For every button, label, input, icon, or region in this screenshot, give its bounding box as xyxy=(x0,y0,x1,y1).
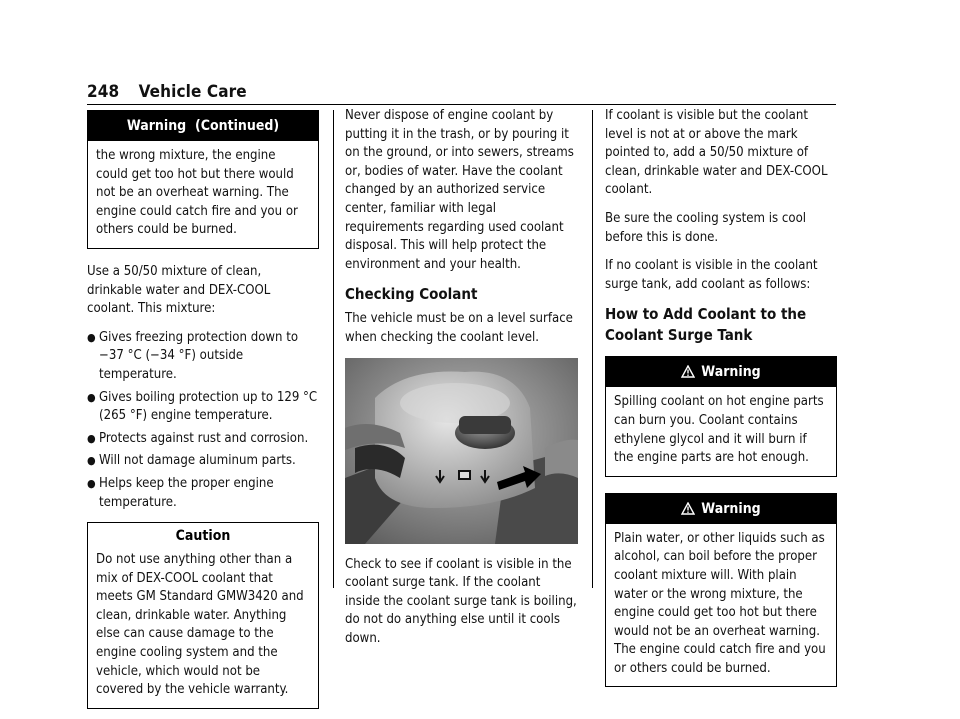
caution-title: Caution xyxy=(88,523,318,549)
header-rule xyxy=(87,104,836,105)
warning-title-text: Warning xyxy=(701,500,761,517)
check-coolant-paragraph: Check to see if coolant is visible in the coolant surge tank. If the coolant inside the coolant surge tank is boiling, do not do anything else until it cools down. xyxy=(345,556,577,646)
warning-plain-water-text: Plain water, or other liquids such as alcohol, can boil before the proper coolant mixture will. With plain water or the wrong mixture, the engine could get too hot but there would not be an overheat warning. The engine could catch fire and you or others could be burned. xyxy=(614,530,826,676)
list-item-text: Will not damage aluminum parts. xyxy=(99,453,296,469)
warning-continued-text: the wrong mixture, the engine could get too hot but there would not be an overheat warning. The engine could catch fire and you or others could be burned. xyxy=(96,148,298,238)
column-1 xyxy=(87,110,319,719)
list-item-text: Gives boiling protection up to 129 °C (265 °F) engine temperature. xyxy=(99,389,318,424)
warning-triangle-icon xyxy=(681,502,695,515)
bullet-dot-icon: ● xyxy=(87,454,96,468)
list-item-text: Gives freezing protection down to −37 °C (−34 °F) outside temperature. xyxy=(99,329,299,382)
column-divider xyxy=(333,110,334,588)
warning-title-text: Warning xyxy=(701,364,761,381)
warning-title xyxy=(606,494,836,524)
bullet-dot-icon: ● xyxy=(87,476,96,490)
checking-coolant-heading: Checking Coolant xyxy=(345,285,478,304)
page-header xyxy=(87,82,247,102)
column-divider xyxy=(592,110,593,588)
list-item xyxy=(87,452,319,471)
disposal-paragraph: Never dispose of engine coolant by putting it in the trash, or by pouring it on the ground, or into sewers, streams or, bodies of water. Have the coolant changed by an authorized service center, familiar with legal requirements regarding used coolant disposal. This will help protect the environment and your health. xyxy=(345,108,574,272)
list-item xyxy=(87,475,319,512)
warning-continued-title: Warning (Continued) xyxy=(88,111,318,141)
list-item xyxy=(87,329,319,385)
warning-continued-box xyxy=(87,110,319,249)
caution-box xyxy=(87,522,319,709)
add-mixture-paragraph: If coolant is visible but the coolant level is not at or above the mark pointed to, add a 50/50 mixture of clean, drinkable water and DEX-COOL coolant. xyxy=(605,108,828,198)
page-number: 248 xyxy=(87,82,120,102)
column-3 xyxy=(605,110,837,697)
warning-box-spill xyxy=(605,356,837,476)
no-coolant-paragraph: If no coolant is visible in the coolant surge tank, add coolant as follows: xyxy=(605,258,818,292)
bullet-dot-icon: ● xyxy=(87,431,96,445)
bullet-dot-icon: ● xyxy=(87,390,96,404)
warning-box-plain-water xyxy=(605,493,837,688)
cool-system-paragraph: Be sure the cooling system is cool before this is done. xyxy=(605,210,807,245)
mixture-intro: Use a 50/50 mixture of clean, drinkable water and DEX-COOL coolant. This mixture: xyxy=(87,263,271,317)
list-item xyxy=(87,430,319,449)
caution-text: Do not use anything other than a mix of DEX-COOL coolant that meets GM Standard GMW3420 and clean, drinkable water. Anything else can cause damage to the engine cooling system and the vehicle, which would not be covered by the vehicle warranty. xyxy=(96,552,304,698)
list-item-text: Helps keep the proper engine temperature. xyxy=(99,475,274,510)
add-coolant-heading: How to Add Coolant to the Coolant Surge Tank xyxy=(605,305,807,345)
warning-triangle-icon xyxy=(681,365,695,378)
list-item xyxy=(87,389,319,426)
column-2 xyxy=(345,110,577,659)
level-surface-paragraph: The vehicle must be on a level surface when checking the coolant level. xyxy=(345,311,573,345)
bullet-dot-icon: ● xyxy=(87,330,96,344)
warning-title xyxy=(606,357,836,387)
section-title: Vehicle Care xyxy=(138,82,247,102)
mixture-benefits-list xyxy=(87,329,319,512)
coolant-surge-tank-photo xyxy=(345,358,578,544)
warning-spill-text: Spilling coolant on hot engine parts can burn you. Coolant contains ethylene glycol and it will burn if the engine parts are hot enough. xyxy=(614,394,824,466)
list-item-text: Protects against rust and corrosion. xyxy=(99,430,309,446)
